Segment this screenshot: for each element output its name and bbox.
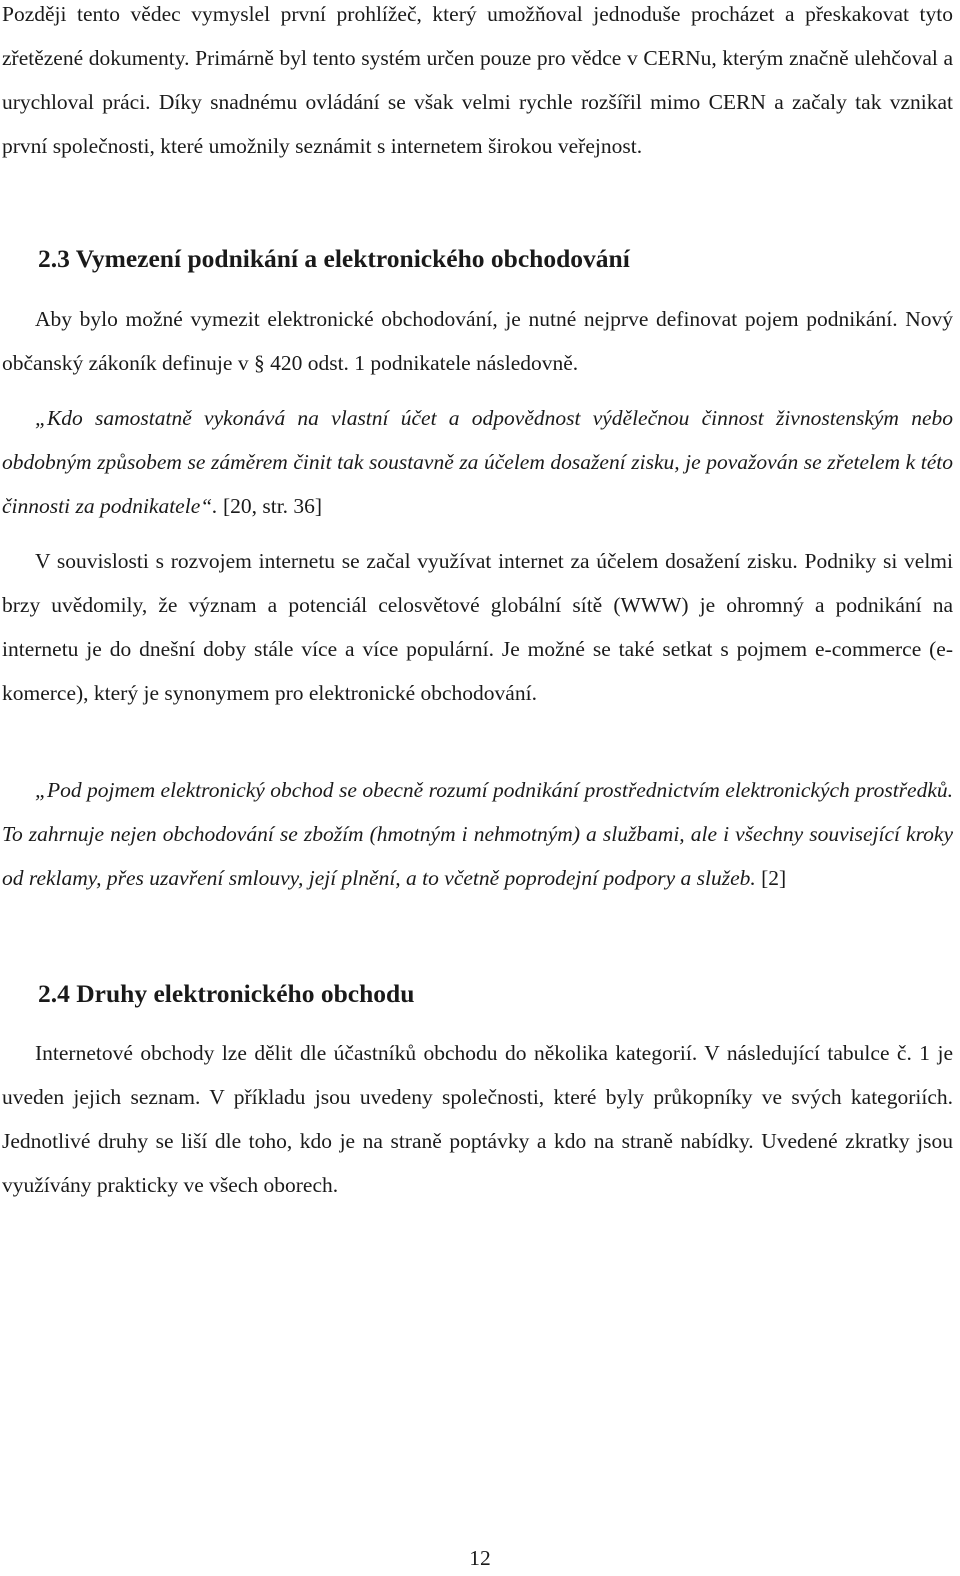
paragraph-internet-profit: V souvislosti s rozvojem internetu se začal využívat internet za účelem dosažení zisku. Podniky si velmi brzy uvědomily, že význam a potenciál celosvětové globální sítě (WWW) je ohromný a podnikání na internetu je do dnešní doby stále více a více populární. Je možné se také setkat s pojmem e-commerce (e-komerce), který je synonymem pro elektronické obchodování. [2, 549, 953, 705]
paragraph-business-definition: Aby bylo možné vymezit elektronické obchodování, je nutné nejprve definovat pojem podnikání. Nový občanský zákoník definuje v § 420 odst. 1 podnikatele následovně. [2, 307, 953, 375]
page-number: 12 [469, 1546, 491, 1570]
quote-e-commerce-definition: „Pod pojmem elektronický obchod se obecně rozumí podnikání prostřednictvím elektronických prostředků. To zahrnuje nejen obchodování se zbožím (hmotným i nehmotným) a službami, ale i všechny související kroky od reklamy, přes uzavření smlouvy, její plnění, a to včetně poprodejní podpory a služeb. [2] [2, 778, 953, 890]
heading-section-2-4: 2.4 Druhy elektronického obchodu [38, 979, 415, 1008]
paragraph-e-commerce-types: Internetové obchody lze dělit dle účastníků obchodu do několika kategorií. V následující tabulce č. 1 je uveden jejich seznam. V příkladu jsou uvedeny společnosti, které byly průkopníky ve svých kategoriích. Jednotlivé druhy se liší dle toho, kdo je na straně poptávky a kdo na straně nabídky. Uvedené zkratky jsou využívány prakticky ve všech oborech. [2, 1041, 953, 1197]
quote-entrepreneur-definition: „Kdo samostatně vykonává na vlastní účet a odpovědnost výdělečnou činnost živnostenským nebo obdobným způsobem se záměrem činit tak soustavně za účelem dosažení zisku, je považován se zřetelem k této činnosti za podnikatele“. [20, str. 36] [2, 406, 953, 518]
paragraph-browser-history: Později tento vědec vymyslel první prohlížeč, který umožňoval jednoduše procházet a přeskakovat tyto zřetězené dokumenty. Primárně byl tento systém určen pouze pro vědce v CERNu, kterým značně ulehčoval a urychloval práci. Díky snadnému ovládání se však velmi rychle rozšířil mimo CERN a začaly tak vznikat první společnosti, které umožnily seznámit s internetem širokou veřejnost. [2, 2, 953, 158]
heading-section-2-3: 2.3 Vymezení podnikání a elektronického obchodování [38, 244, 630, 273]
